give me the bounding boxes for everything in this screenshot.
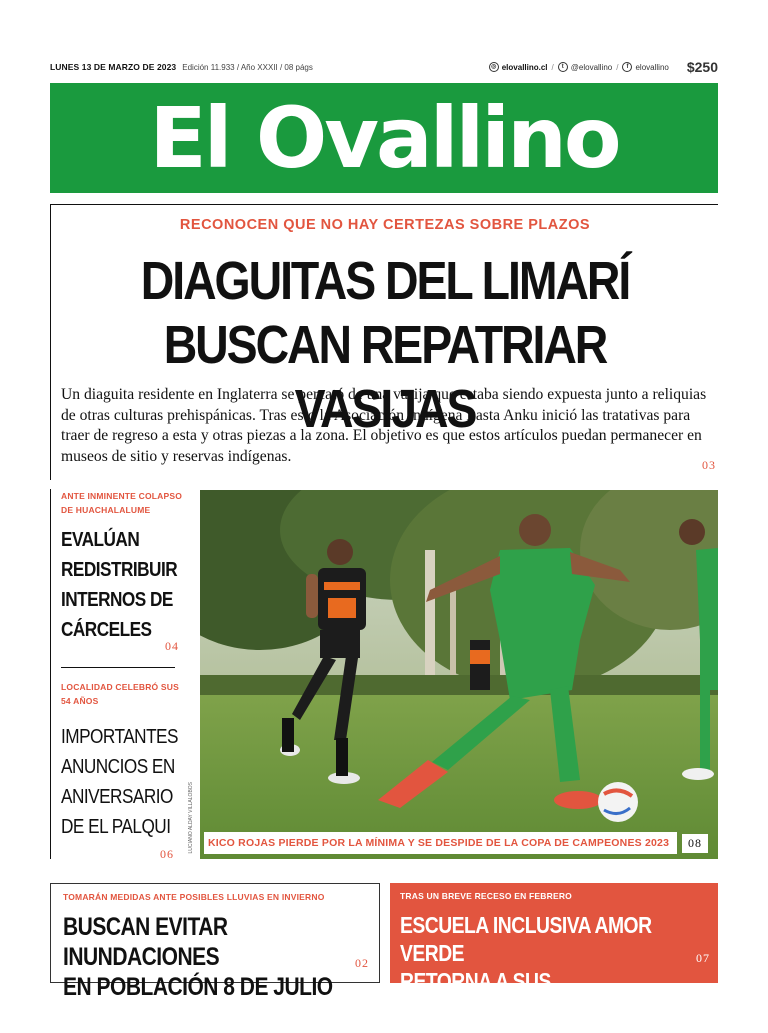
photo-credit: LUCIANO ALDAY VILLALOBOS: [188, 782, 194, 854]
twitter-handle[interactable]: @elovallino: [570, 62, 613, 72]
social-links: ◎ elovallino.cl / t @elovallino / f elovallino $250: [489, 59, 718, 75]
headline-line-1: DIAGUITAS DEL LIMARÍ: [140, 251, 630, 311]
photo-page: 08: [682, 834, 708, 853]
website-link[interactable]: elovallino.cl: [501, 62, 548, 72]
side-story-1-page: 04: [165, 639, 179, 653]
bottom-right-headline-line-1: ESCUELA INCLUSIVA AMOR VERDE: [400, 912, 652, 966]
sports-photo[interactable]: [200, 490, 718, 859]
masthead: [50, 83, 718, 193]
bottom-left-page: 02: [355, 956, 369, 970]
side-divider: [61, 667, 175, 668]
main-story-page: 03: [702, 458, 716, 472]
bottom-right-page: 07: [696, 951, 710, 965]
side-story-1-kicker: ANTE INMINENTE COLAPSO DE HUACHALALUME: [61, 491, 183, 515]
main-story-lead: Un diaguita residente en Inglaterra se percató de una vasija que estaba siendo expuesta junto a reliquias de otras culturas prehispánicas. Tras esto la Asociación Indígena Lasta Anku inició las tratativas para traer de regreso a esta y otras piezas a la zona. El objetivo es que estos artículos puedan permanecer en museos de sitio y reservas indígenas.: [61, 386, 707, 465]
bottom-left-story[interactable]: [50, 883, 380, 1001]
bottom-right-headline: [400, 911, 702, 1023]
bottom-right-headline-line-2: RETORNA A SUS ENTRENAMIENTOS: [400, 968, 574, 1022]
bottom-left-kicker: TOMARÁN MEDIDAS ANTE POSIBLES LLUVIAS EN INVIERNO: [63, 892, 325, 902]
side-story-2-page: 06: [160, 847, 174, 861]
headline-line-2: BUSCAN REPATRIAR VASIJAS: [163, 315, 607, 439]
photo-caption: KICO ROJAS PIERDE POR LA MÍNIMA Y SE DESPIDE DE LA COPA DE CAMPEONES 2023: [204, 832, 677, 854]
bottom-left-headline-line-1: BUSCAN EVITAR INUNDACIONES: [63, 913, 228, 971]
side-story-2-kicker: LOCALIDAD CELEBRÓ SUS 54 AÑOS: [61, 682, 180, 706]
side-column: [50, 489, 182, 859]
twitter-icon: t: [558, 62, 568, 72]
bottom-right-story[interactable]: [390, 883, 718, 1022]
bottom-right-kicker: TRAS UN BREVE RECESO EN FEBRERO: [400, 891, 572, 901]
edition-bar: [50, 58, 718, 76]
side-story-1[interactable]: [61, 489, 183, 653]
side-story-2-headline: IMPORTANTES ANUNCIOS EN ANIVERSARIO DE EL PALQUI: [61, 726, 178, 838]
bottom-left-headline-line-2: EN POBLACIÓN 8 DE JULIO: [63, 973, 333, 1001]
edition-info: Edición 11.933 / Año XXXII / 08 págs: [182, 62, 313, 72]
edition-date: LUNES 13 DE MARZO DE 2023: [50, 62, 177, 72]
bottom-left-headline: [63, 912, 365, 1002]
main-story-kicker: RECONOCEN QUE NO HAY CERTEZAS SOBRE PLAZOS: [179, 217, 591, 233]
facebook-handle[interactable]: elovallino: [635, 62, 669, 72]
side-story-1-headline: EVALÚAN REDISTRIBUIR INTERNOS DE CÁRCELES: [61, 529, 178, 641]
facebook-icon: f: [622, 62, 632, 72]
price: $250: [686, 59, 718, 75]
globe-icon: ◎: [489, 62, 499, 72]
newspaper-logo: El Ovallino: [149, 89, 619, 187]
football-scene-illustration: [200, 490, 718, 859]
main-story[interactable]: [50, 204, 718, 480]
side-story-2[interactable]: [61, 680, 183, 842]
